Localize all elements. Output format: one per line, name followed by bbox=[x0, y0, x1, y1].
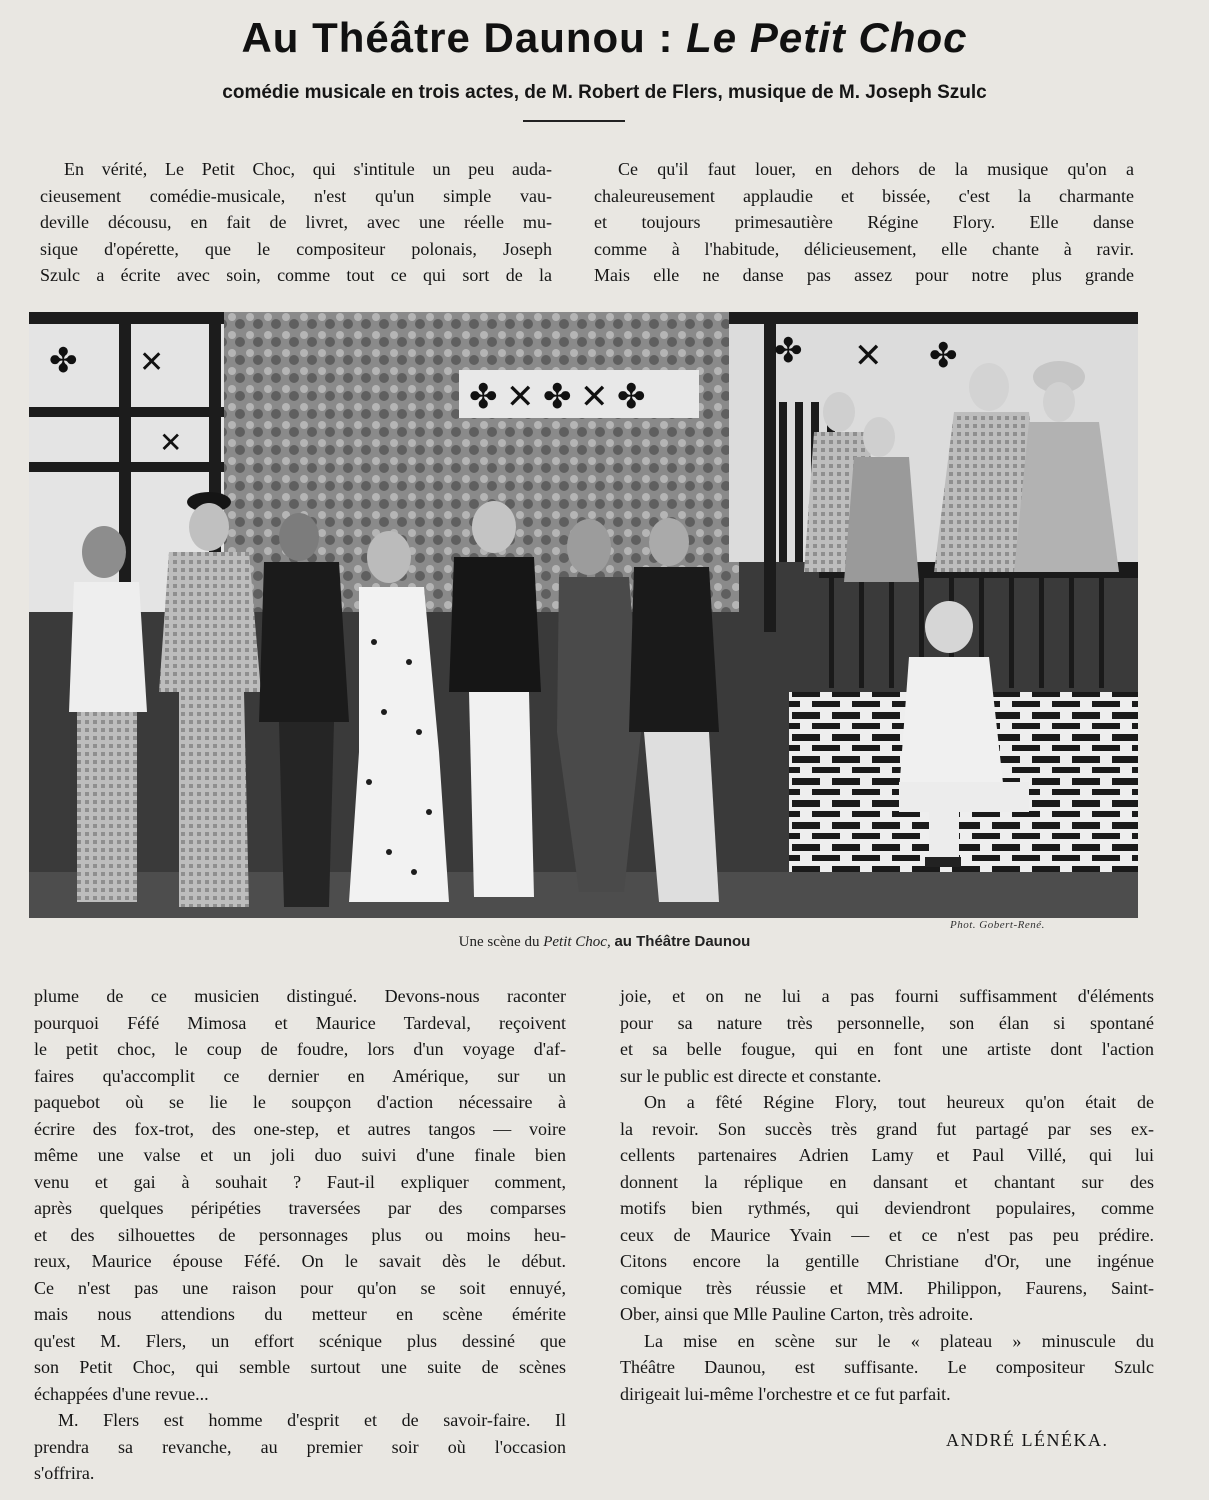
text-line: cellents partenaires Adrien Lamy et Paul Villé, qui lui bbox=[620, 1145, 1154, 1165]
text-line: après quelques péripéties traversées par des comparses bbox=[34, 1198, 566, 1218]
column-top-left bbox=[40, 156, 552, 289]
text-line: le petit choc, le coup de foudre, lors d'un voyage d'af- bbox=[34, 1039, 566, 1059]
photo-caption bbox=[0, 933, 1209, 951]
text-line: faires qu'accomplit ce dernier en Amérique, sur un bbox=[34, 1065, 566, 1086]
svg-text:✤: ✤ bbox=[774, 333, 803, 370]
svg-text:✤: ✤ bbox=[929, 338, 958, 375]
column-bottom-right bbox=[620, 983, 1154, 1407]
text-line: mais nous attendions du metteur en scène émérite bbox=[34, 1304, 566, 1324]
text-line: En vérité, Le Petit Choc, qui s'intitule un peu auda- bbox=[64, 159, 552, 179]
text-line: et toujours primesautière Régine Flory. Elle danse bbox=[594, 212, 1134, 232]
svg-text:✕: ✕ bbox=[854, 338, 883, 375]
text-line: comme à l'habitude, délicieusement, elle chante à ravir. bbox=[594, 238, 1134, 259]
column-bottom-left bbox=[34, 983, 566, 1487]
text-line: Ce n'est pas une raison pour qu'on se soit ennuyé, bbox=[34, 1277, 566, 1298]
photo-illustration bbox=[29, 312, 1138, 918]
title-theatre: Au Théâtre Daunou : bbox=[241, 14, 674, 61]
text-line: deville décousu, en fait de livret, avec une réelle mu- bbox=[40, 212, 552, 232]
text-line: la revoir. Son succès très grand fut partagé par ses ex- bbox=[620, 1118, 1154, 1139]
text-line: Citons encore la gentille Christiane d'Or, une ingénue bbox=[620, 1251, 1154, 1271]
text-line: et des silhouettes de personnages plus ou moins heu- bbox=[34, 1224, 566, 1245]
text-line: prendra sa revanche, au premier soir où l'occasion bbox=[34, 1436, 566, 1457]
author-signature: ANDRÉ LÉNÉKA. bbox=[946, 1430, 1109, 1450]
text-line: cieusement comédie-musicale, n'est qu'un simple vau- bbox=[40, 185, 552, 206]
photo-credit: Phot. Gobert-René. bbox=[950, 919, 1045, 931]
text-line: sur le public est directe et constante. bbox=[620, 1065, 882, 1086]
text-line: Ober, ainsi que Mlle Pauline Carton, très adroite. bbox=[620, 1304, 974, 1324]
text-line: même une valse et un joli duo suivi d'une finale bien bbox=[34, 1145, 566, 1165]
svg-text:✕: ✕ bbox=[159, 428, 183, 459]
text-line: sique d'opérette, que le compositeur polonais, Joseph bbox=[40, 238, 552, 259]
caption-play: Petit Choc, bbox=[543, 934, 611, 950]
text-line: s'offrira. bbox=[34, 1463, 95, 1483]
article-subtitle: comédie musicale en trois actes, de M. Robert de Flers, musique de M. Joseph Szulc bbox=[222, 82, 987, 103]
text-line: On a fêté Régine Flory, tout heureux qu'on était de bbox=[644, 1092, 1154, 1112]
column-top-right bbox=[594, 156, 1134, 289]
text-line: dirigeait lui-même l'orchestre et ce fut parfait. bbox=[620, 1383, 951, 1404]
text-line: pour sa nature très personnelle, son élan si spontané bbox=[620, 1012, 1154, 1033]
svg-text:✤: ✤ bbox=[49, 343, 78, 380]
title-rule bbox=[523, 120, 625, 122]
text-line: plume de ce musicien distingué. Devons-nous raconter bbox=[34, 986, 566, 1006]
text-line: M. Flers est homme d'esprit et de savoir-faire. Il bbox=[58, 1410, 566, 1430]
text-line: écrire des fox-trot, des one-step, et autres tangos — voire bbox=[34, 1118, 566, 1139]
text-line: joie, et on ne lui a pas fourni suffisamment d'éléments bbox=[620, 986, 1154, 1006]
svg-text:✕: ✕ bbox=[139, 346, 165, 379]
text-line: Mais elle ne danse pas assez pour notre plus grande bbox=[594, 265, 1134, 285]
text-line: pourquoi Féfé Mimosa et Maurice Tardeval, reçoivent bbox=[34, 1012, 566, 1033]
caption-theatre: au Théâtre Daunou bbox=[614, 933, 751, 950]
text-line: Théâtre Daunou, est suffisante. Le compositeur Szulc bbox=[620, 1357, 1154, 1377]
text-line: paquebot où se lie le soupçon d'action nécessaire à bbox=[34, 1092, 566, 1112]
article-title bbox=[0, 14, 1209, 62]
text-line: La mise en scène sur le « plateau » minuscule du bbox=[644, 1330, 1154, 1351]
text-line: motifs bien rythmés, qui deviendront populaires, comme bbox=[620, 1198, 1154, 1218]
text-line: échappées d'une revue... bbox=[34, 1383, 209, 1404]
text-line: qu'est M. Flers, un effort scénique plus dessiné que bbox=[34, 1330, 566, 1351]
title-play: Le Petit Choc bbox=[686, 14, 968, 61]
text-line: ceux de Maurice Yvain — et ce n'est pas peu prédire. bbox=[620, 1224, 1154, 1245]
stage-photograph bbox=[29, 312, 1138, 918]
svg-text:✤ ✕ ✤ ✕ ✤: ✤ ✕ ✤ ✕ ✤ bbox=[469, 379, 646, 416]
caption-prefix: Une scène du bbox=[458, 934, 540, 950]
text-line: donnent la réplique en dansant et chantant sur des bbox=[620, 1171, 1154, 1192]
text-line: son Petit Choc, qui semble surtout une suite de scènes bbox=[34, 1357, 566, 1377]
text-line: comique très réussie et MM. Philippon, Faurens, Saint- bbox=[620, 1277, 1154, 1298]
text-line: venu et gai à souhait ? Faut-il expliquer comment, bbox=[34, 1171, 566, 1192]
text-line: reux, Maurice épouse Féfé. On le savait dès le début. bbox=[34, 1251, 566, 1271]
text-line: chaleureusement applaudie et bissée, c'est la charmante bbox=[594, 185, 1134, 206]
text-line: et sa belle fougue, qui en font une artiste dont l'action bbox=[620, 1039, 1154, 1059]
text-line: Szulc a écrite avec soin, comme tout ce qui sort de la bbox=[40, 265, 552, 285]
text-line: Ce qu'il faut louer, en dehors de la musique qu'on a bbox=[618, 159, 1134, 179]
